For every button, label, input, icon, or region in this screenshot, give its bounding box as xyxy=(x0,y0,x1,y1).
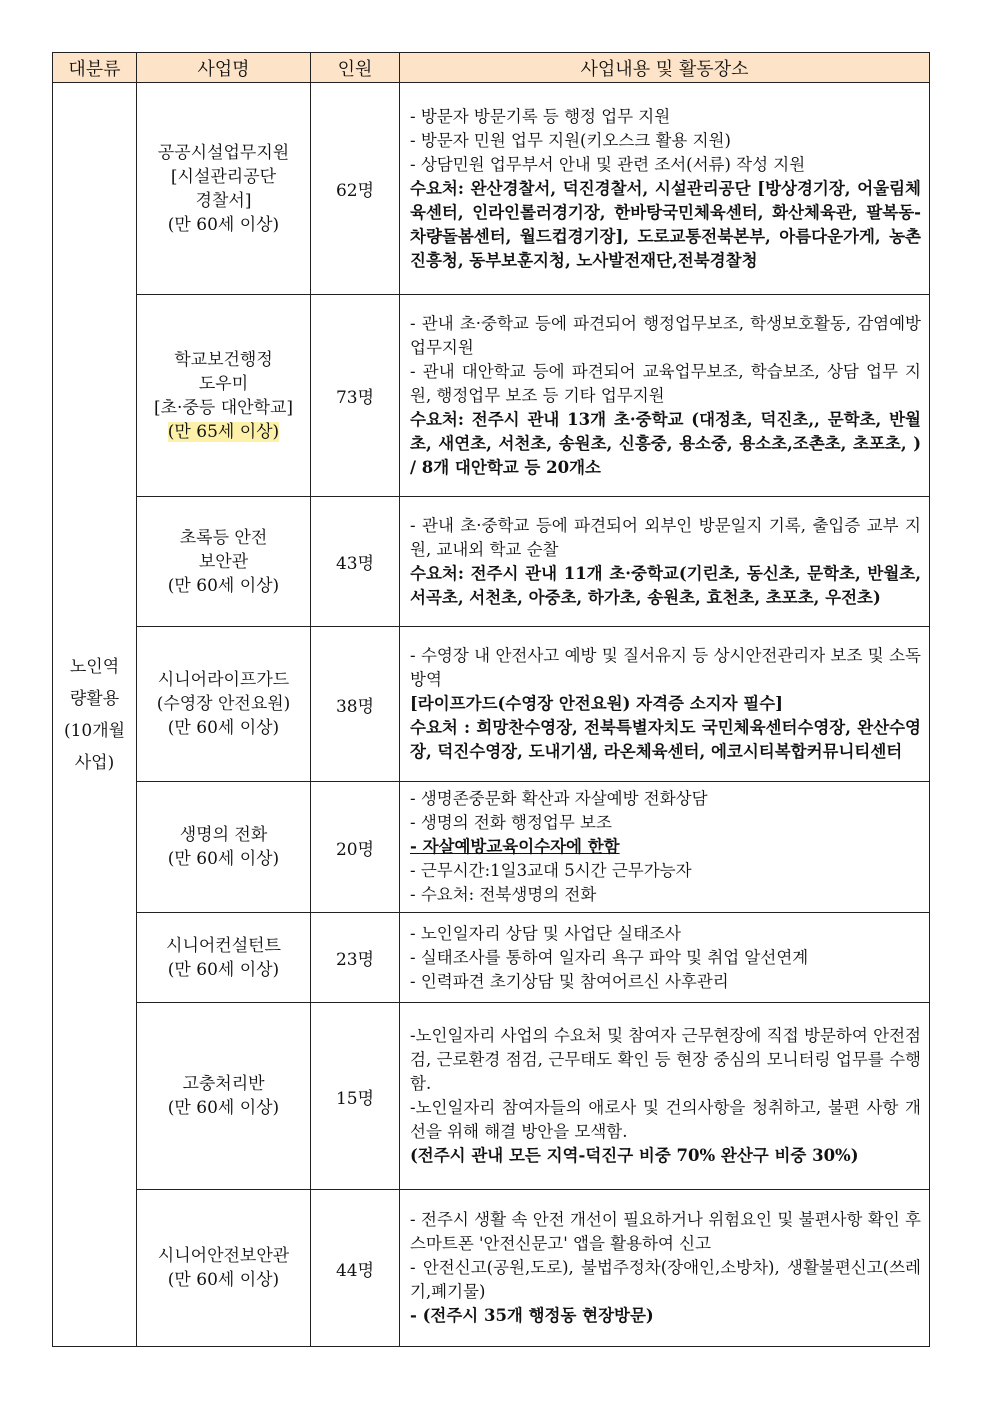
program-name-line: 공공시설업무지원 xyxy=(157,142,290,163)
headcount-cell: 62명 xyxy=(311,83,400,295)
category-line: 노인역 xyxy=(69,656,120,677)
program-name-line: 시니어컨설턴트 xyxy=(166,935,281,956)
program-name-line: (만 60세 이상) xyxy=(167,1098,280,1118)
program-name-line: 생명의 전화 xyxy=(179,825,268,845)
description-line: - 상담민원 업무부서 안내 및 관련 조서(서류) 작성 지원 xyxy=(410,154,806,174)
headcount-cell: 20명 xyxy=(311,782,400,913)
demand-site-text: 수요처 : 희망찬수영장, 전북특별자치도 국민체육센터수영장, 완산수영장, 덕진수영장, 도내기샘, 라온체육센터, 에코시티복합커뮤니티센터 xyxy=(410,718,921,761)
table-row xyxy=(53,913,930,1003)
program-name-line: (만 60세 이상) xyxy=(167,959,280,980)
description-cell xyxy=(400,782,930,913)
description-line: - 실태조사를 통하여 일자리 욕구 파악 및 취업 알선연계 xyxy=(410,947,809,967)
header-program-name: 사업명 xyxy=(137,53,311,83)
headcount-cell: 43명 xyxy=(311,497,400,627)
program-name-line: 경찰서] xyxy=(195,190,252,211)
description-line: - 안전신고(공원,도로), 불법주정차(장애인,소방차), 생활불편신고(쓰레기,폐기물) xyxy=(410,1258,921,1301)
description-line: -노인일자리 참여자들의 애로사 및 건의사항을 청취하고, 불편 사항 개선을 위해 해결 방안을 모색함. xyxy=(410,1098,921,1141)
program-name-cell xyxy=(137,497,311,627)
description-line: - 노인일자리 상담 및 사업단 실태조사 xyxy=(410,923,681,943)
program-name-cell xyxy=(137,1003,311,1190)
description-line: - 관내 초·중학교 등에 파견되어 외부인 방문일지 기록, 출입증 교부 지원, 교내외 학교 순찰 xyxy=(410,515,921,559)
program-name-line: 시니어안전보안관 xyxy=(157,1246,290,1266)
program-name-line: 보안관 xyxy=(198,551,249,572)
category-cell xyxy=(53,83,137,1347)
program-name-cell xyxy=(137,782,311,913)
program-name-line: 초록등 안전 xyxy=(179,527,268,548)
program-name-cell xyxy=(137,627,311,782)
table-row xyxy=(53,782,930,913)
program-name-cell xyxy=(137,1190,311,1347)
category-line: (10개월 xyxy=(63,720,126,741)
program-name-line: [시설관리공단 xyxy=(170,166,277,187)
headcount-cell: 38명 xyxy=(311,627,400,782)
program-name-line: (만 60세 이상) xyxy=(167,575,280,596)
program-name-line: (만 60세 이상) xyxy=(167,849,280,869)
headcount-cell: 15명 xyxy=(311,1003,400,1190)
program-name-line xyxy=(137,420,310,444)
table-header-row xyxy=(53,53,930,83)
description-line: - 인력파견 초기상담 및 참여어르신 사후관리 xyxy=(410,971,729,991)
description-cell xyxy=(400,497,930,627)
program-name-cell xyxy=(137,83,311,295)
headcount-cell: 73명 xyxy=(311,295,400,497)
description-line: - 방문자 민원 업무 지원(키오스크 활용 지원) xyxy=(410,130,731,150)
description-line: - 관내 대안학교 등에 파견되어 교육업무보조, 학습보조, 상담 업무 지원, 행정업무 보조 등 기타 업무지원 xyxy=(410,361,921,405)
category-line: 량활용 xyxy=(69,688,120,709)
program-name-line: 고충처리반 xyxy=(182,1074,265,1094)
program-name-line: 학교보건행정 xyxy=(174,349,273,370)
description-line: - 관내 초·중학교 등에 파견되어 행정업무보조, 학생보호활동, 감염예방 업무지원 xyxy=(410,313,921,357)
header-headcount: 인원 xyxy=(311,53,400,83)
description-cell xyxy=(400,83,930,295)
program-name-cell xyxy=(137,295,311,497)
program-name-line: (만 60세 이상) xyxy=(167,214,280,235)
description-cell xyxy=(400,1003,930,1190)
description-line: - 전주시 생활 속 안전 개선이 필요하거나 위험요인 및 불편사항 확인 후 스마트폰 '안전신문고' 앱을 활용하여 신고 xyxy=(410,1210,921,1253)
program-name-line: [초·중등 대안학교] xyxy=(153,397,294,418)
program-table xyxy=(52,52,930,1347)
site-visit-text: - (전주시 35개 행정동 현장방문) xyxy=(410,1306,654,1325)
headcount-cell: 23명 xyxy=(311,913,400,1003)
description-cell xyxy=(400,1190,930,1347)
table-row xyxy=(53,497,930,627)
table-row xyxy=(53,295,930,497)
program-name-line: (만 60세 이상) xyxy=(167,718,280,738)
table-row xyxy=(53,627,930,782)
header-category: 대분류 xyxy=(53,53,137,83)
license-requirement: [라이프가드(수영장 안전요원) 자격증 소지자 필수] xyxy=(410,694,783,713)
header-description: 사업내용 및 활동장소 xyxy=(400,53,930,83)
description-line: - 방문자 방문기록 등 행정 업무 지원 xyxy=(410,106,671,126)
description-line: - 근무시간:1일3교대 5시간 근무가능자 xyxy=(410,861,692,880)
education-requirement: - 자살예방교육이수자에 한함 xyxy=(410,837,620,856)
description-cell xyxy=(400,913,930,1003)
description-line: - 생명존중문화 확산과 자살예방 전화상담 xyxy=(410,789,708,808)
table-row xyxy=(53,1003,930,1190)
demand-site-text: 수요처: 완산경찰서, 덕진경찰서, 시설관리공단 [방상경기장, 어울림체육센터, 인라인롤러경기장, 한바탕국민체육센터, 화산체육관, 팔복동-차량돌봄센터, 월드컵경기장], 도로교통전북본부, 아름다운가게, 농촌진흥청, 동부보훈지청, 노사발전재단,전북경찰청 xyxy=(410,178,921,270)
table-row xyxy=(53,1190,930,1347)
description-line: -노인일자리 사업의 수요처 및 참여자 근무현장에 직접 방문하여 안전점검, 근로환경 점검, 근무태도 확인 등 현장 중심의 모니터링 업무를 수행함. xyxy=(410,1026,921,1093)
category-line: 사업) xyxy=(74,752,115,773)
program-name-cell xyxy=(137,913,311,1003)
program-name-line: 시니어라이프가드 xyxy=(157,670,290,690)
program-name-line: (수영장 안전요원) xyxy=(156,694,291,714)
description-cell xyxy=(400,295,930,497)
demand-site-text: 수요처: 전주시 관내 11개 초·중학교(기린초, 동신초, 문학초, 반월초, 서곡초, 서천초, 아중초, 하가초, 송원초, 효천초, 초포초, 우전초) xyxy=(410,563,921,607)
program-name-line: (만 60세 이상) xyxy=(167,1270,280,1290)
age-highlight: (만 65세 이상) xyxy=(167,421,280,442)
demand-site-text: 수요처: 전주시 관내 13개 초·중학교 (대정초, 덕진초,, 문학초, 반월초, 새연초, 서천초, 송원초, 신흥중, 용소중, 용소초,조촌초, 초포초, ) / 8개 대안학교 등 20개소 xyxy=(410,409,921,477)
program-name-line: 도우미 xyxy=(198,373,249,394)
description-line: - 수영장 내 안전사고 예방 및 질서유지 등 상시안전관리자 보조 및 소독방역 xyxy=(410,646,921,689)
description-line: - 수요처: 전북생명의 전화 xyxy=(410,885,597,904)
headcount-cell: 44명 xyxy=(311,1190,400,1347)
region-ratio-text: (전주시 관내 모든 지역-덕진구 비중 70% 완산구 비중 30%) xyxy=(410,1146,859,1165)
table-row xyxy=(53,83,930,295)
description-line: - 생명의 전화 행정업무 보조 xyxy=(410,813,612,832)
description-cell xyxy=(400,627,930,782)
